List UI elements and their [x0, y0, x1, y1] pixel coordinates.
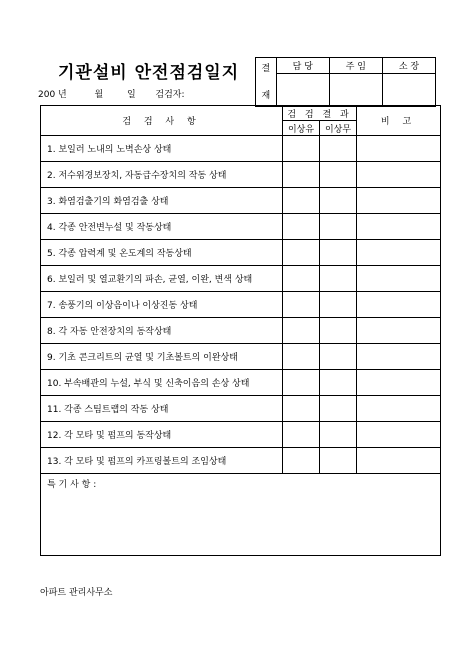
- abnormal-cell[interactable]: [283, 162, 320, 188]
- item-label: 1. 보일러 노내의 노벽손상 상태: [41, 136, 283, 162]
- normal-cell[interactable]: [320, 162, 357, 188]
- special-notes-label: 특 기 사 항 :: [47, 480, 97, 490]
- item-label: 2. 저수위경보장치, 자동급수장치의 작동 상태: [41, 162, 283, 188]
- approval-box: [255, 57, 436, 107]
- page-title: 기관설비 안전점검일지: [58, 63, 240, 83]
- item-label: 4. 각종 안전변누설 및 작동상태: [41, 214, 283, 240]
- header-normal: 이상무: [320, 121, 357, 136]
- date-line: [38, 87, 185, 100]
- normal-cell[interactable]: [320, 422, 357, 448]
- approval-sign-director[interactable]: [382, 74, 435, 107]
- normal-cell[interactable]: [320, 448, 357, 474]
- approval-side-label: [256, 58, 277, 107]
- date-month: 월: [94, 90, 104, 100]
- normal-cell[interactable]: [320, 214, 357, 240]
- normal-cell[interactable]: [320, 136, 357, 162]
- item-label: 3. 화염검출기의 화염검출 상태: [41, 188, 283, 214]
- abnormal-cell[interactable]: [283, 188, 320, 214]
- remarks-cell[interactable]: [357, 422, 441, 448]
- special-notes-area[interactable]: [41, 474, 441, 556]
- remarks-cell[interactable]: [357, 266, 441, 292]
- abnormal-cell[interactable]: [283, 422, 320, 448]
- remarks-cell[interactable]: [357, 214, 441, 240]
- remarks-cell[interactable]: [357, 396, 441, 422]
- table-row: [41, 292, 441, 318]
- inspection-table: [40, 105, 441, 556]
- item-label: 8. 각 자동 안전장치의 동작상태: [41, 318, 283, 344]
- approval-sign-chief[interactable]: [329, 74, 382, 107]
- header-remarks: 비 고: [357, 106, 441, 136]
- remarks-cell[interactable]: [357, 292, 441, 318]
- abnormal-cell[interactable]: [283, 370, 320, 396]
- item-label: 13. 각 모타 및 펌프의 카프링볼트의 조임상태: [41, 448, 283, 474]
- inspector-label: 검검자:: [155, 90, 185, 100]
- item-label: 7. 송풍기의 이상음이나 이상진동 상태: [41, 292, 283, 318]
- table-row: [41, 370, 441, 396]
- table-row: [41, 266, 441, 292]
- footer-office: 아파트 관리사무소: [40, 588, 113, 598]
- item-label: 6. 보일러 및 열교환기의 파손, 균열, 이완, 변색 상태: [41, 266, 283, 292]
- item-label: 10. 부속배관의 누설, 부식 및 신축이음의 손상 상태: [41, 370, 283, 396]
- header-item: 검 검 사 항: [41, 106, 283, 136]
- normal-cell[interactable]: [320, 266, 357, 292]
- abnormal-cell[interactable]: [283, 214, 320, 240]
- table-row: [41, 162, 441, 188]
- approval-sign-charge[interactable]: [276, 74, 329, 107]
- abnormal-cell[interactable]: [283, 266, 320, 292]
- remarks-cell[interactable]: [357, 188, 441, 214]
- item-label: 9. 기초 콘크리트의 균열 및 기초볼트의 이완상태: [41, 344, 283, 370]
- abnormal-cell[interactable]: [283, 318, 320, 344]
- date-year: 200 년: [38, 90, 67, 100]
- remarks-cell[interactable]: [357, 162, 441, 188]
- approval-role-chief: 주 임: [329, 58, 382, 74]
- table-row: [41, 344, 441, 370]
- item-label: 5. 각종 압력계 및 온도계의 작동상태: [41, 240, 283, 266]
- remarks-cell[interactable]: [357, 136, 441, 162]
- normal-cell[interactable]: [320, 370, 357, 396]
- item-label: 12. 각 모타 및 펌프의 동작상태: [41, 422, 283, 448]
- abnormal-cell[interactable]: [283, 240, 320, 266]
- remarks-cell[interactable]: [357, 318, 441, 344]
- remarks-cell[interactable]: [357, 344, 441, 370]
- header-result: 검 검 결 과: [283, 106, 357, 121]
- abnormal-cell[interactable]: [283, 448, 320, 474]
- normal-cell[interactable]: [320, 396, 357, 422]
- approval-side-top: 결: [261, 64, 271, 74]
- normal-cell[interactable]: [320, 240, 357, 266]
- table-row: [41, 240, 441, 266]
- abnormal-cell[interactable]: [283, 292, 320, 318]
- table-row: [41, 214, 441, 240]
- normal-cell[interactable]: [320, 318, 357, 344]
- normal-cell[interactable]: [320, 292, 357, 318]
- remarks-cell[interactable]: [357, 370, 441, 396]
- table-row: [41, 136, 441, 162]
- table-row: [41, 188, 441, 214]
- normal-cell[interactable]: [320, 188, 357, 214]
- abnormal-cell[interactable]: [283, 396, 320, 422]
- table-row: [41, 396, 441, 422]
- remarks-cell[interactable]: [357, 240, 441, 266]
- table-row: [41, 422, 441, 448]
- header-abnormal: 이상유: [283, 121, 320, 136]
- item-label: 11. 각종 스팀트랩의 작동 상태: [41, 396, 283, 422]
- approval-role-charge: 담 당: [276, 58, 329, 74]
- approval-role-director: 소 장: [382, 58, 435, 74]
- remarks-cell[interactable]: [357, 448, 441, 474]
- abnormal-cell[interactable]: [283, 344, 320, 370]
- table-row: [41, 318, 441, 344]
- abnormal-cell[interactable]: [283, 136, 320, 162]
- approval-side-bottom: 재: [261, 91, 271, 101]
- date-day: 일: [126, 90, 136, 100]
- normal-cell[interactable]: [320, 344, 357, 370]
- table-row: [41, 448, 441, 474]
